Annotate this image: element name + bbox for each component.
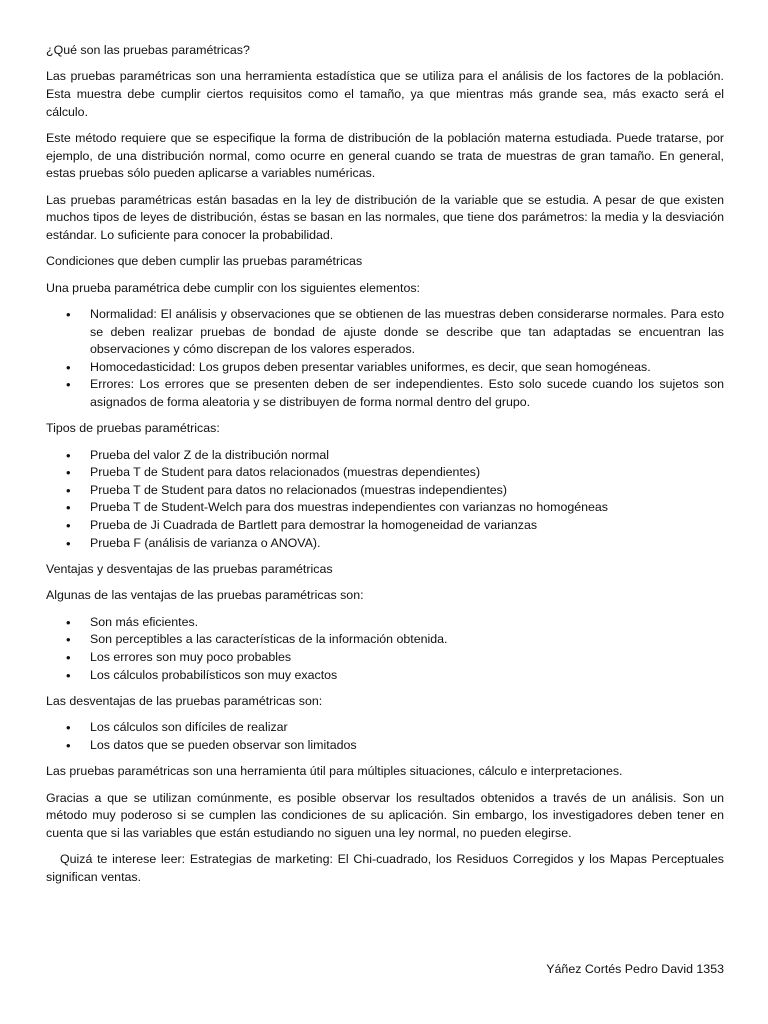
types-list-item: • Prueba del valor Z de la distribución normal bbox=[90, 447, 724, 465]
intro-paragraph: Las pruebas paramétricas están basadas en la ley de distribución de la variable que se estudia. A pesar de que existen muchos tipos de leyes de distribución, éstas se basan en las normales, que tiene dos parámetros: la media y la desviación estándar. Lo suficiente para conocer la probabilidad. bbox=[46, 192, 724, 242]
document-heading: ¿Qué son las pruebas paramétricas? bbox=[46, 43, 250, 57]
types-list-item: • Prueba T de Student-Welch para dos muestras independientes con varianzas no homogéneas bbox=[90, 499, 724, 517]
intro-paragraph: Las pruebas paramétricas son una herramienta estadística que se utiliza para el análisis de los factores de la población. Esta muestra debe cumplir ciertos requisitos como el tamaño, ya que mientras más grande sea, más exacto será el cálculo. bbox=[46, 69, 724, 119]
advantages-intro: Algunas de las ventajas de las pruebas paramétricas son: bbox=[46, 588, 364, 603]
disadvantages-list-item: • Los datos que se pueden observar son limitados bbox=[90, 737, 724, 755]
author-footer: Yáñez Cortés Pedro David 1353 bbox=[546, 962, 724, 976]
advantages-list-item: • Los cálculos probabilísticos son muy exactos bbox=[90, 667, 724, 685]
advantages-list-item: • Son más eficientes. bbox=[90, 614, 724, 632]
disadvantages-intro: Las desventajas de las pruebas paramétricas son: bbox=[46, 693, 323, 708]
closing-paragraph: Las pruebas paramétricas son una herramienta útil para múltiples situaciones, cálculo e interpretaciones. bbox=[46, 764, 623, 779]
conditions-list-item: • Homocedasticidad: Los grupos deben presentar variables uniformes, es decir, que sean homogéneas. bbox=[90, 359, 724, 377]
conditions-list-item: • Normalidad: El análisis y observaciones que se obtienen de las muestras deben considerarse normales. Para esto se deben realizar pruebas de bondad de ajuste donde se describe que tan adaptadas se encuentran las observaciones y cómo discrepan de los valores esperados. bbox=[90, 306, 724, 359]
types-heading: Tipos de pruebas paramétricas: bbox=[46, 421, 220, 436]
conditions-list-item: • Errores: Los errores que se presenten deben de ser independientes. Esto solo sucede cuando los sujetos son asignados de forma aleatoria y se distribuyen de forma normal dentro del grupo. bbox=[90, 376, 724, 411]
closing-paragraph: Gracias a que se utilizan comúnmente, es posible observar los resultados obtenidos a través de un análisis. Son un método muy poderoso si se cumplen las condiciones de su aplicación. Sin embargo, los investigadores deben tener en cuenta que si las variables que están estudiando no siguen una ley normal, no pueden elegirse. bbox=[46, 790, 724, 840]
conditions-heading: Condiciones que deben cumplir las pruebas paramétricas bbox=[46, 254, 363, 269]
types-list bbox=[46, 447, 724, 553]
types-list-item: • Prueba F (análisis de varianza o ANOVA). bbox=[90, 535, 724, 553]
types-list-item: • Prueba T de Student para datos no relacionados (muestras independientes) bbox=[90, 482, 724, 500]
recommended-reading: Quizá te interese leer: Estrategias de marketing: El Chi-cuadrado, los Residuos Corregidos y los Mapas Perceptuales significan ventas. bbox=[46, 852, 724, 884]
advantages-list-item: • Son perceptibles a las características de la información obtenida. bbox=[90, 631, 724, 649]
advantages-list-item: • Los errores son muy poco probables bbox=[90, 649, 724, 667]
disadvantages-list-item: • Los cálculos son difíciles de realizar bbox=[90, 719, 724, 737]
types-list-item: • Prueba T de Student para datos relacionados (muestras dependientes) bbox=[90, 464, 724, 482]
intro-paragraph: Este método requiere que se especifique la forma de distribución de la población materna estudiada. Puede tratarse, por ejemplo, de una distribución normal, como ocurre en general cuando se trata de muestras de gran tamaño. En general, estas pruebas sólo pueden aplicarse a variables numéricas. bbox=[46, 130, 724, 181]
pros-cons-heading: Ventajas y desventajas de las pruebas paramétricas bbox=[46, 562, 333, 577]
advantages-list bbox=[46, 614, 724, 684]
types-list-item: • Prueba de Ji Cuadrada de Bartlett para demostrar la homogeneidad de varianzas bbox=[90, 517, 724, 535]
conditions-intro: Una prueba paramétrica debe cumplir con los siguientes elementos: bbox=[46, 280, 420, 295]
conditions-list bbox=[46, 306, 724, 412]
disadvantages-list bbox=[46, 719, 724, 754]
